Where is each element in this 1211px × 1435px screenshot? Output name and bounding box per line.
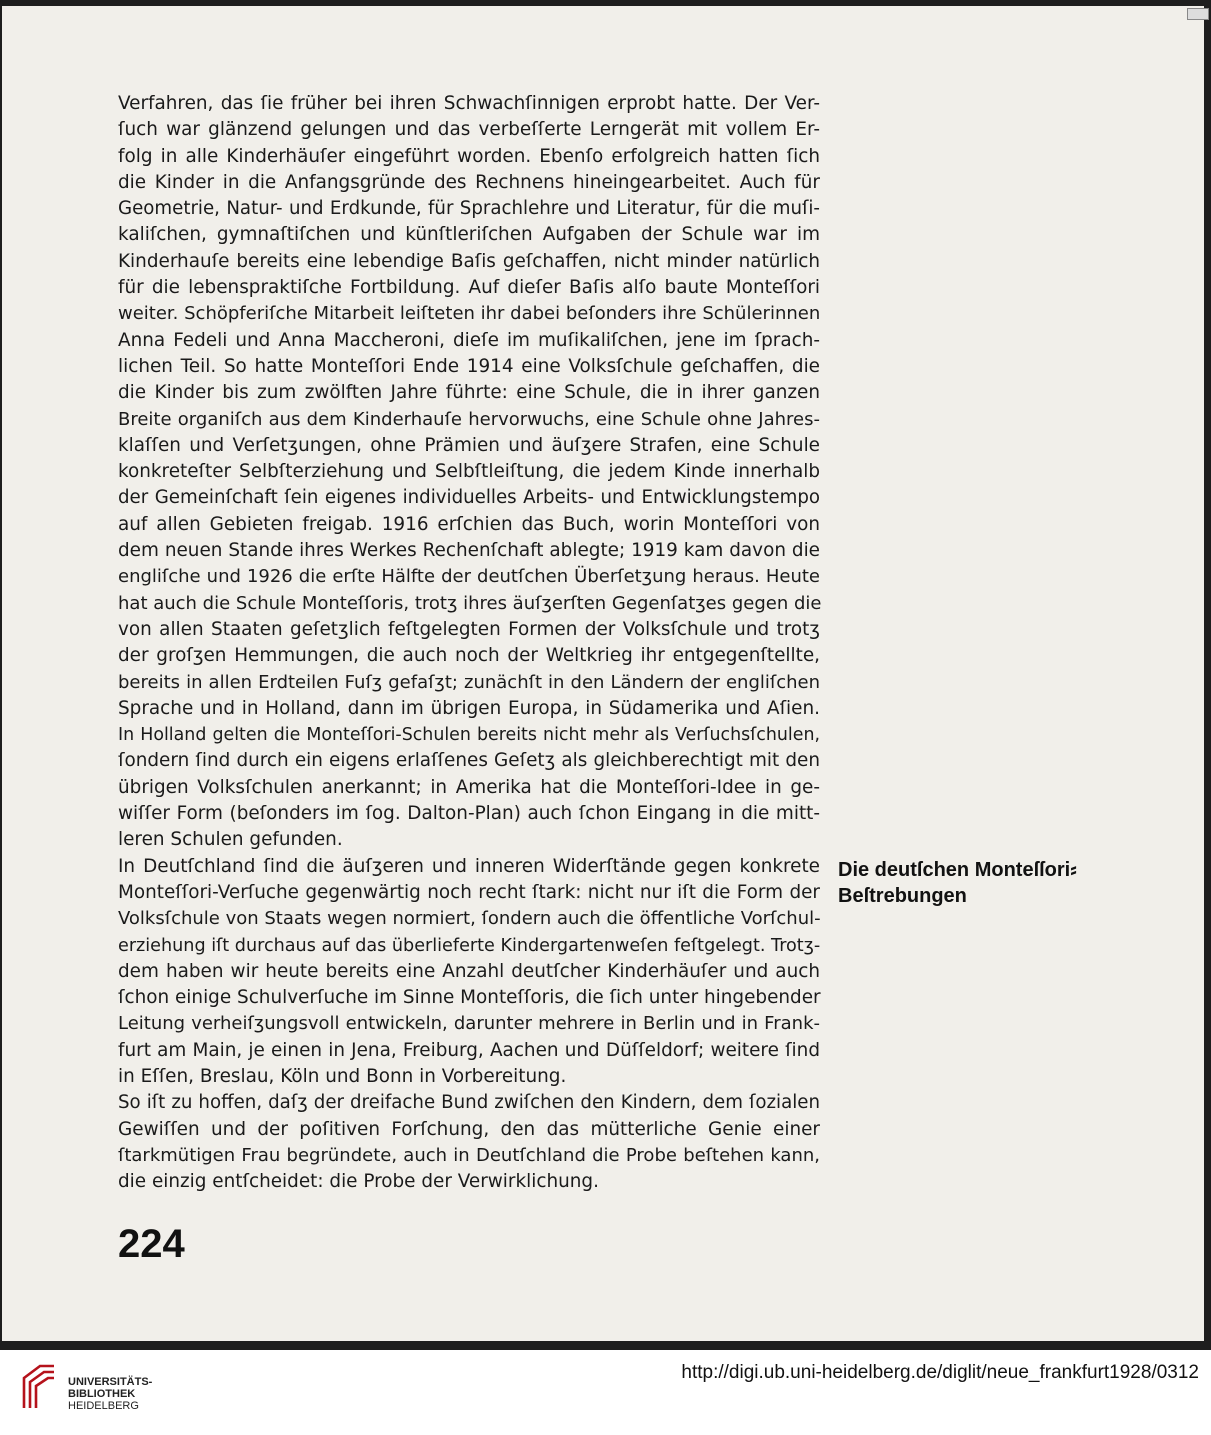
- body-text-line: So iſt zu hoffen, daſʒ der dreifache Bund zwiſchen den Kindern, dem ſozialen: [118, 1092, 820, 1114]
- body-text-line: in Eſſen, Breslau, Köln und Bonn in Vorbereitung.: [118, 1065, 567, 1087]
- body-text-line: die Kinder bis zum zwölften Jahre führte: eine Schule, die in ihrer ganzen: [118, 382, 820, 404]
- body-text-line: der groſʒen Hemmungen, die auch noch der Weltkrieg ihr entgegenſtellte,: [118, 645, 820, 667]
- body-text-line: ſuch war glänzend gelungen und das verbeſſerte Lerngerät mit vollem Er-: [118, 119, 820, 141]
- body-text-line: erziehung iſt durchaus auf das überlieferte Kindergartenweſen feſtgelegt. Trotʒ-: [118, 935, 821, 956]
- body-text-line: ſchon einige Schulverſuche im Sinne Monteſſoris, die ſich unter hingebender: [118, 987, 821, 1009]
- body-text-line: auf allen Gebieten freigab. 1916 erſchien das Buch, worin Monteſſori von: [118, 513, 820, 535]
- side-heading: [838, 857, 1077, 909]
- library-name-line-1: UNIVERSITÄTS-: [68, 1376, 153, 1388]
- side-heading-line-2: Beſtrebungen: [838, 885, 967, 907]
- body-text-line: Geometrie, Natur- und Erdkunde, für Sprachlehre und Literatur, für die muſi-: [118, 198, 820, 220]
- body-text-line: für die lebenspraktiſche Fortbildung. Auf dieſer Baſis alſo baute Monteſſori: [118, 277, 820, 299]
- scan-corner-marker: [1187, 8, 1209, 20]
- body-text-line: übrigen Volksſchulen anerkannt; in Amerika hat die Monteſſori-Idee in ge-: [118, 776, 820, 798]
- body-text-line: ſondern ſind durch ein eigens erlaſſenes Geſetʒ als gleichberechtigt mit den: [118, 750, 820, 772]
- body-text-line: weiter. Schöpferiſche Mitarbeit leiſteten ihr dabei beſonders ihre Schülerinnen: [118, 303, 821, 325]
- library-name: [68, 1376, 152, 1412]
- body-text-line: Anna Fedeli und Anna Maccheroni, dieſe im muſikaliſchen, jene im ſprach-: [118, 329, 820, 351]
- body-text-line: ſtarkmütigen Frau begründete, auch in Deutſchland die Probe beſtehen kann,: [118, 1144, 820, 1166]
- body-text-line: Kinderhauſe bereits eine lebendige Baſis geſchaffen, nicht minder natürlich: [118, 250, 820, 272]
- body-text-line: Gewiſſen und der poſitiven Forſchung, den das mütterliche Genie einer: [118, 1118, 820, 1140]
- body-text-line: konkreteſter Selbſterziehung und Selbſtleiſtung, die jedem Kinde innerhalb: [118, 461, 820, 483]
- body-text-line: Monteſſori-Verſuche gegenwärtig noch recht ſtark: nicht nur iſt die Form der: [118, 881, 820, 903]
- source-url-link[interactable]: http://digi.ub.uni-heidelberg.de/diglit/neue_frankfurt1928/0312: [681, 1362, 1199, 1383]
- body-text-line: In Deutſchland ſind die äuſʒeren und inneren Widerſtände gegen konkrete: [118, 855, 820, 877]
- library-logo-icon: [20, 1362, 60, 1412]
- library-name-line-2: BIBLIOTHEK: [68, 1388, 136, 1400]
- page-number: 224: [118, 1222, 185, 1266]
- body-text-line: Verfahren, das ſie früher bei ihren Schwachſinnigen erprobt hatte. Der Ver-: [118, 93, 820, 114]
- side-heading-line-1: Die deutſchen Monteſſori⸗: [838, 859, 1077, 881]
- body-text-line: hat auch die Schule Monteſſoris, trotʒ ihres äuſʒerſten Gegenſatʒes gegen die: [118, 592, 822, 614]
- body-text-line: leren Schulen gefunden.: [118, 829, 343, 851]
- body-text-line: klaſſen und Verſetʒungen, ohne Prämien und äuſʒere Strafen, eine Schule: [118, 434, 820, 456]
- body-text-line: furt am Main, je einen in Jena, Freiburg, Aachen und Düſſeldorf; weitere ſind: [118, 1039, 820, 1061]
- body-text-line: kaliſchen, gymnaſtiſchen und künſtleriſchen Aufgaben der Schule war im: [118, 224, 820, 246]
- body-text-line: In Holland gelten die Monteſſori-Schulen bereits nicht mehr als Verſuchsſchulen,: [118, 725, 820, 746]
- body-text-line: engliſche und 1926 die erſte Hälfte der deutſchen Überſetʒung heraus. Heute: [118, 566, 820, 588]
- body-text-line: bereits in allen Erdteilen Fuſʒ gefaſʒt; zunächſt in den Ländern der engliſchen: [118, 671, 820, 693]
- body-text-line: die Kinder in die Anfangsgründe des Rechnens hineingearbeitet. Auch für: [118, 171, 820, 193]
- body-text-line: dem neuen Stande ihres Werkes Rechenſchaft ablegte; 1919 kam davon die: [118, 540, 820, 562]
- body-text-line: die einzig entſcheidet: die Probe der Verwirklichung.: [118, 1171, 599, 1193]
- body-text: [118, 91, 820, 1195]
- body-text-line: lichen Teil. So hatte Monteſſori Ende 1914 eine Volksſchule geſchaffen, die: [118, 355, 820, 377]
- body-text-line: Leitung verheiſʒungsvoll entwickeln, darunter mehrere in Berlin und in Frank-: [118, 1013, 820, 1035]
- body-text-line: Breite organiſch aus dem Kinderhauſe hervorwuchs, eine Schule ohne Jahres-: [118, 408, 820, 430]
- body-text-line: dem haben wir heute bereits eine Anzahl deutſcher Kinderhäuſer und auch: [118, 960, 820, 982]
- body-text-line: Sprache und in Holland, dann im übrigen Europa, in Südamerika und Aſien.: [118, 697, 820, 719]
- body-text-line: von allen Staaten geſetʒlich feſtgelegten Formen der Volksſchule und trotʒ: [118, 618, 820, 640]
- library-name-line-3: HEIDELBERG: [68, 1400, 139, 1412]
- body-text-line: folg in alle Kinderhäuſer eingeführt worden. Ebenſo erfolgreich hatten ſich: [118, 145, 820, 167]
- body-text-line: der Gemeinſchaft ſein eigenes individuelles Arbeits- und Entwicklungstempo: [118, 487, 820, 509]
- body-text-line: Volksſchule von Staats wegen normiert, ſondern auch die öffentliche Vorſchul-: [118, 908, 821, 930]
- body-text-line: wiſſer Form (beſonders im ſog. Dalton-Plan) auch ſchon Eingang in die mitt-: [118, 803, 820, 825]
